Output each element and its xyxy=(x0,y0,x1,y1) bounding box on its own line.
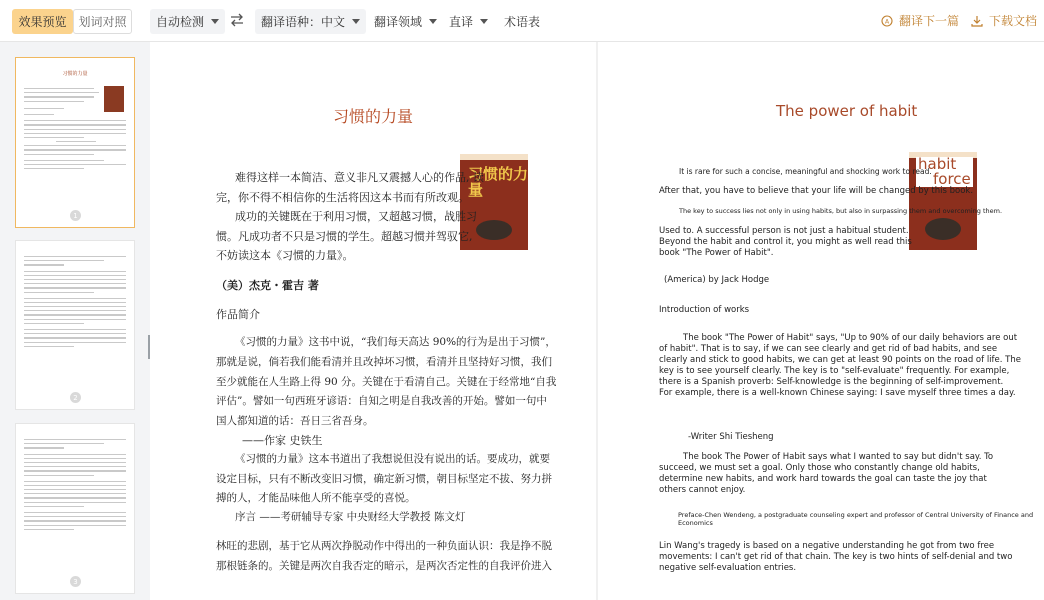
cover-title-word: force xyxy=(933,170,971,188)
page-thumbnail-1[interactable] xyxy=(15,57,135,228)
text-line: For example, there is a well-known Chinese saying: I save myself three times a day. xyxy=(659,388,1016,398)
text-line: 林旺的悲剧，基于它从两次挣脱动作中得出的一种负面认识：我是挣不脱 xyxy=(216,540,552,552)
preface-line: 序言 ——考研辅导专家 中央财经大学教授 陈文灯 xyxy=(235,511,466,523)
cover-stone xyxy=(925,218,961,240)
cover-stone xyxy=(476,220,512,240)
section-heading: 作品简介 xyxy=(216,308,260,321)
text-line: 难得这样一本简洁、意义非凡又震撼人心的作品, 读 xyxy=(235,171,484,184)
attribution-line: ——作家 史铁生 xyxy=(242,434,323,447)
chevron-down-icon xyxy=(211,19,219,24)
text-line: It is rare for such a concise, meaningful and shocking work to read. xyxy=(679,167,932,176)
text-line: 《习惯的力量》这书中说，“我们每天高达 90%的行为是出于习惯”， xyxy=(235,336,556,348)
domain-label: 翻译领域 xyxy=(374,15,423,29)
original-document-page xyxy=(150,42,596,600)
page-thumbnail-3[interactable] xyxy=(15,423,135,594)
translate-next-button[interactable] xyxy=(881,12,959,29)
translate-next-label: 翻译下一篇 xyxy=(899,14,960,28)
text-line: clearly and stick to good habits, we can get at least 90 points on the road of life. The xyxy=(659,355,1021,365)
glossary-label: 术语表 xyxy=(504,15,541,29)
text-line: movements: I can't get rid of that chain. The key is two hints of self-denial and two xyxy=(659,552,1013,562)
glossary-button[interactable] xyxy=(498,9,546,34)
translated-title: The power of habit xyxy=(776,102,918,120)
text-line: 国人都知道的话：吾日三省吾身。 xyxy=(216,415,374,427)
text-line: there is a Spanish proverb: Self-knowledge is the beginning of self-improvement. xyxy=(659,377,1004,387)
preface-line: Preface-Chen Wendeng, a postgraduate counseling expert and professor of Central University of Finance and xyxy=(678,511,1034,519)
cover-title-word: habit xyxy=(918,155,957,173)
author-line: （美）杰克・霍吉 著 xyxy=(216,279,319,292)
text-line: The book The Power of Habit says what I wanted to say but didn't say. To xyxy=(683,452,994,462)
text-line: Used to. A successful person is not just a habitual student. xyxy=(659,226,909,236)
text-line: 完，你不得不相信你的生活将因这本书而有所改观。 xyxy=(216,191,469,204)
tab-compare[interactable]: 划词对照 xyxy=(73,9,132,34)
page-thumbnail-sidebar xyxy=(0,42,150,600)
text-line: 评估”。譬如一句西班牙谚语：自知之明是自我改善的开始。譬如一句中 xyxy=(216,395,547,407)
domain-dropdown[interactable] xyxy=(368,9,443,34)
text-line: book "The Power of Habit". xyxy=(659,248,774,258)
target-language-label: 翻译语种：中文 xyxy=(261,15,346,29)
thumbnail-title: 习惯的力量 xyxy=(62,71,88,77)
mode-dropdown[interactable] xyxy=(443,9,494,34)
svg-text:A: A xyxy=(884,18,890,25)
text-line: of habit". That is to say, if we can see clearly and get rid of bad habits, and see xyxy=(659,344,998,354)
text-line: 设定目标，只有不断改变旧习惯，确定新习惯，朝目标坚定不拔、努力拼 xyxy=(216,473,552,485)
text-line: key is to see yourself clearly. The key is to "self-evaluate" frequently. For example, xyxy=(659,366,1010,376)
source-language-dropdown[interactable] xyxy=(150,9,225,34)
tab-preview[interactable]: 效果预览 xyxy=(12,9,73,34)
source-language-label: 自动检测 xyxy=(156,15,205,29)
text-line: 搏的人，才能品味他人所不能享受的喜悦。 xyxy=(216,492,416,504)
page-thumbnail-2[interactable] xyxy=(15,240,135,410)
text-line: 那根链条的。关键是两次自我否定的暗示，是两次否定性的自我评价进入 xyxy=(216,560,552,572)
author-line: (America) by Jack Hodge xyxy=(664,275,770,285)
text-line: The key to success lies not only in using habits, but also in surpassing them and overcoming them. xyxy=(679,207,1003,215)
toolbar xyxy=(0,0,1044,42)
text-line: The book "The Power of Habit" says, "Up to 90% of our daily behaviors are out xyxy=(683,333,1018,343)
text-line: 《习惯的力量》这本书道出了我想说但没有说出的话。要成功，就要 xyxy=(235,453,550,465)
preface-line: Economics xyxy=(678,519,713,527)
cover-title: 习惯的力量 xyxy=(468,165,528,199)
text-line: 不妨读这本《习惯的力量》。 xyxy=(216,249,354,262)
section-heading: Introduction of works xyxy=(659,305,750,315)
cover-top-band xyxy=(460,154,528,160)
text-line: succeed, we must set a goal. Only those who constantly change old habits, xyxy=(659,463,980,473)
text-line: 至少就能在人生路上得 90 分。关键在于看清自己。关键在于经常地“自我 xyxy=(216,376,557,388)
download-icon xyxy=(971,15,983,27)
text-line: others cannot enjoy. xyxy=(659,485,746,495)
mode-label: 直译 xyxy=(449,15,474,29)
chevron-down-icon xyxy=(352,19,360,24)
thumbnail-cover-image xyxy=(104,86,124,112)
text-line: determine new habits, and work hard towards the goal can taste the joy that xyxy=(659,474,987,484)
download-label: 下载文档 xyxy=(989,14,1038,28)
attribution-line: -Writer Shi Tiesheng xyxy=(688,432,774,442)
chevron-down-icon xyxy=(480,19,488,24)
thumbnail-page-number: 1 xyxy=(70,210,81,221)
text-line: 成功的关键既在于利用习惯，又超越习惯，战胜习 xyxy=(235,210,477,223)
chevron-down-icon xyxy=(429,19,437,24)
translated-document-page xyxy=(598,42,1044,600)
thumbnail-page-number: 2 xyxy=(70,392,81,403)
text-line: negative self-evaluation entries. xyxy=(659,563,797,573)
download-button[interactable] xyxy=(971,12,1037,29)
translate-icon xyxy=(881,15,893,27)
original-title: 习惯的力量 xyxy=(333,107,414,126)
text-line: After that, you have to believe that your life will be changed by this book. xyxy=(659,186,974,196)
swap-languages-icon[interactable] xyxy=(230,13,244,27)
text-line: 惯。凡成功者不只是习惯的学生。超越习惯并驾驭它, xyxy=(216,230,473,243)
text-line: Beyond the habit and control it, you might as well read this xyxy=(659,237,912,247)
text-line: 那就是说，倘若我们能看清并且改掉坏习惯，看清并且坚持好习惯，我们 xyxy=(216,356,552,368)
text-line: Lin Wang's tragedy is based on a negative understanding he got from two free xyxy=(659,541,995,551)
target-language-dropdown[interactable] xyxy=(255,9,366,34)
thumbnail-page-number: 3 xyxy=(70,576,81,587)
